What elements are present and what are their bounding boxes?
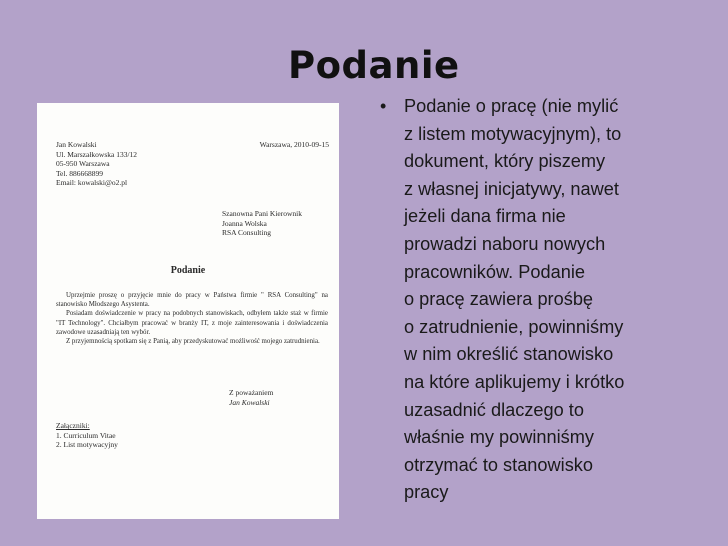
letter-attachments (56, 421, 118, 450)
sender-line: 05-950 Warszawa (56, 159, 110, 169)
bullet-line: Podanie o pracę (nie mylić (404, 96, 619, 116)
bullet-line: dokument, który piszemy (404, 151, 606, 172)
recipient-line: RSA Consulting (222, 228, 271, 238)
bullet-dot-icon: • (380, 96, 387, 116)
letter-paragraph: Uprzejmie proszę o przyjęcie mnie do pracy w Państwa firmie " RSA Consulting" na stanowisko Młodszego Asystenta. (56, 292, 328, 309)
letter-signoff (229, 388, 273, 407)
bullet-line: z własnej inicjatywy, nawet (404, 178, 619, 199)
letter-image (37, 103, 339, 519)
bullet-line: na które aplikujemy i krótko (404, 371, 625, 392)
letter-paragraph: Posiadam doświadczenie w pracy na podobnych stanowiskach, odbyłem także staż w firmie "IT Technology". Chciałbym pracować w branży IT, z moje zainteresowania i doświadczenia zawodowe uzasadniają ten wybór. (56, 310, 328, 336)
attachment-item: 2. List motywacyjny (56, 440, 118, 450)
letter-body (56, 291, 328, 346)
signoff-signature: Jan Kowalski (229, 397, 270, 407)
attachment-item: 1. Curriculum Vitae (56, 430, 116, 440)
bullet-line: pracowników. Podanie (404, 261, 585, 282)
letter-sender (56, 140, 137, 188)
sender-line: Ul. Marszałkowska 133/12 (56, 149, 138, 159)
bullet-line: pracy (404, 482, 449, 503)
signoff-line: Z poważaniem (229, 388, 274, 397)
bullet-line: o pracę zawiera prośbę (404, 289, 594, 310)
letter-paragraph: Z przyjemnością spotkam się z Panią, aby przedyskutować możliwość mojego zatrudnienia. (66, 338, 320, 346)
sender-line: Tel. 886668899 (56, 168, 103, 178)
sender-line: Jan Kowalski (56, 140, 97, 149)
bullet-line: uzasadnić dlaczego to (404, 399, 584, 420)
bullet-line: jeżeli dana firma nie (404, 206, 566, 227)
letter-date: Warszawa, 2010-09-15 (259, 140, 329, 149)
bullet-line: właśnie my powinniśmy (404, 427, 595, 448)
letter-recipient (222, 209, 302, 238)
bullet-line: o zatrudnienie, powinniśmy (404, 316, 624, 337)
bullet-line: w nim określić stanowisko (404, 344, 614, 365)
bullet-line: z listem motywacyjnym), to (404, 123, 622, 144)
slide-title: Podanie (288, 44, 460, 87)
bullet-list (380, 93, 710, 507)
attachments-title: Załączniki: (56, 421, 90, 430)
bullet-line: otrzymać to stanowisko (404, 454, 594, 475)
sender-line: Email: kowalski@o2.pl (56, 178, 128, 188)
recipient-line: Joanna Wolska (222, 218, 267, 228)
letter-title: Podanie (170, 265, 206, 276)
bullet-line: prowadzi naboru nowych (404, 233, 606, 254)
bullet-item (380, 93, 710, 507)
recipient-line: Szanowna Pani Kierownik (222, 209, 302, 218)
